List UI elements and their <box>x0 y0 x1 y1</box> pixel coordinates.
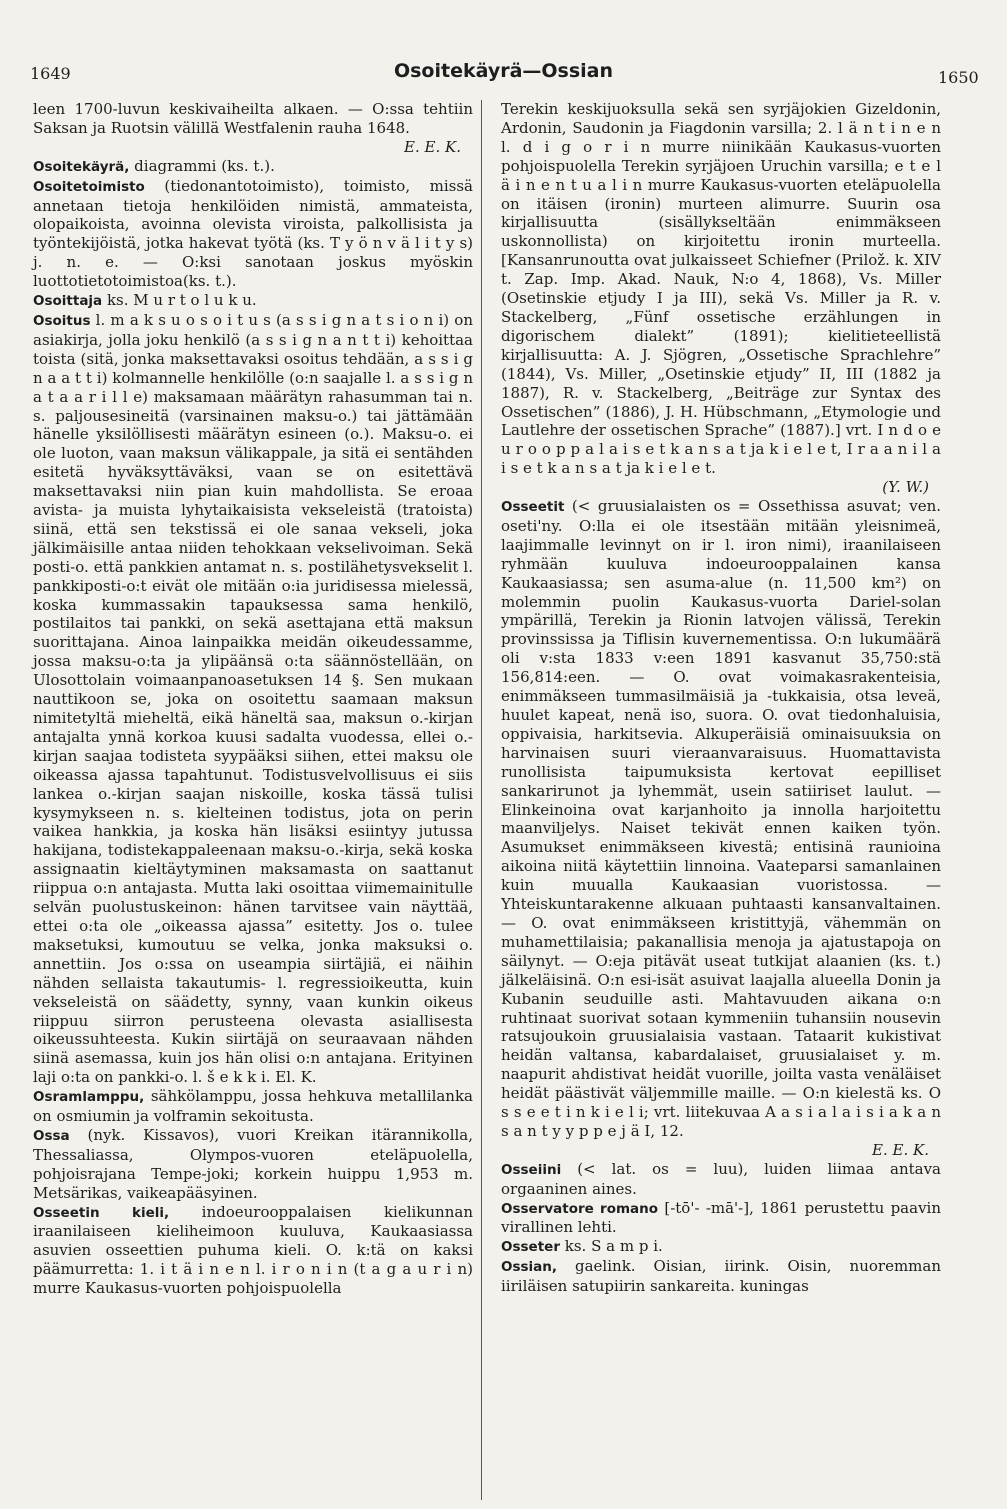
dictionary-entry <box>33 177 473 291</box>
entry-text: l. m a k s u o s o i t u s (a s s i g n a t s i o n i) on asiakirja, jolla joku henkilö (a s s i g n a n t t i) kehoittaa toista (sitä, jonka maksettavaksi osoitus tehdään, a s s i g n a a t t i) kolmannelle henkilölle (o:n saajalle l. a s s i g n a t a a r i l l e) maksamaan määrätyn rahasumman tai n. s. paljousesineitä (varsinainen maksu-o.) tai jättämään hänelle yksilöllisesti määrätyn esineen (o.). Maksu-o. ei ole luoton, vaan maksun välikappale, ja sitä ei sentähden esitetä hyväksyttäväksi, vaan se on esitettävä maksettavaksi niin pian kuin mahdollista. Se eroaa avista- ja muista lyhytaikaisista vekseleistä (tratoista) siinä, että sen tekstissä ei ole sanaa vekseli, joka jälkimäisille antaa niiden tehokkaan vekselivoiman. Sekä posti-o. että pankkien antamat n. s. postilähetysvekselit l. pankkiposti-o:t eivät ole mitään o:ia juridisessa mielessä, koska kummassakin tapauksessa sama henkilö, postilaitos tai pankki, on sekä asettajana että maksun suorittajana. Ainoa lainpaikka meidän oikeudessamme, jossa maksu-o:ta ja ylipäänsä o:ta säännöstellään, on Ulosottolain voimaanpanoasetuksen 14 §. Sen mukaan nauttikoon se, joka on osoitettu saamaan maksun nimitetyltä mieheltä, eikä häneltä saa, maksun o.-kirjan antajalta ynnä korkoa kuusi sadalta vuodessa, ellei o.-kirjan saajaa todisteta syypääksi siihen, ettei maksu ole oikeassa ajassa tapahtunut. Todistusvelvollisuus ei siis lankea o.-kirjan saajan niskoille, koska tässä tulisi kysymykseen n. s. kielteinen todistus, jota on perin vaikea hankkia, ja koska hän lisäksi esiintyy jutussa hakijana, todistekappaleenaan maksu-o.-kirja, sekä koska assignaatin kieltäytyminen maksamasta on saattanut riippua o:n antajasta. Mutta laki osoittaa viimemainitulle selvän puolustuskeinon: hänen tarvitsee vain näyttää, ettei o:ta ole „oikeassa ajassa” esitetty. Jos o. tulee maksetuksi, kumoutuu se velka, jonka maksuksi o. annettiin. Jos o:ssa on useampia siirtäjiä, ei näihin nähden sellaista takautumis- l. regressioikeutta, kuin vekseleistä on säädetty, synny, vaan kunkin oikeus riippuu siirron perusteena olevasta asiallisesta oikeussuhteesta. Kukin siirtäjä on seuraavaan nähden siinä asemassa, kuin jos hän olisi o:n antajana. Erityinen laji o:ta on pankki-o. l. š e k k i. El. K. <box>33 310 473 1087</box>
dictionary-entry <box>33 1087 473 1126</box>
author-signature <box>501 478 941 497</box>
entry-text: E. E. K. <box>404 137 461 156</box>
dictionary-entry <box>501 1199 941 1238</box>
entry-text: (< lat. os = luu), luiden liimaa antava orgaaninen aines. <box>501 1159 941 1198</box>
entry-text: diagrammi (ks. t.). <box>129 156 275 175</box>
entry-headword: Ossian, <box>501 1259 558 1276</box>
entry-text: ks. M u r t o l u k u. <box>102 291 257 310</box>
entry-text: sähkölamppu, jossa hehkuva metallilanka on osmiumin ja volframin sekoitusta. <box>33 1087 473 1126</box>
right-column <box>501 100 941 1296</box>
right-page-number: 1650 <box>938 68 979 87</box>
dictionary-entry <box>501 1257 941 1296</box>
dictionary-entry <box>33 291 473 311</box>
entry-headword: Osseiini <box>501 1161 562 1178</box>
column-divider <box>481 100 482 1500</box>
entry-headword: Osoitekäyrä, <box>33 158 130 175</box>
author-signature <box>33 138 473 157</box>
running-head: Osoitekäyrä—Ossian <box>393 60 614 82</box>
dictionary-entry <box>33 1203 473 1299</box>
entry-headword: Osoitus <box>33 312 91 329</box>
entry-text: indoeurooppalaisen kielikunnan iraanilaiseen kieliheimoon kuuluva, Kaukaasiassa asuvien osseettien puhuma kieli. O. k:tä on kaksi päämurretta: 1. i t ä i n e n l. i r o n i n (t a g a u r i n) murre Kaukasus-vuorten pohjoispuolella <box>33 1202 473 1298</box>
dictionary-entry <box>33 311 473 1087</box>
dictionary-entry <box>33 100 473 138</box>
entry-text: Terekin keskijuoksulla sekä sen syrjäjokien Gizeldonin, Ardonin, Saudonin ja Fiagdonin varsilla; 2. l ä n t i n e n l. d i g o r i n murre niinikään Kaukasus-vuorten pohjoispuolella Terekin syrjäjoen Uruchin varsilla; e t e l ä i n e n t u a l i n murre Kaukasus-vuorten eteläpuolella on itäisen (ironin) murteen alimurre. Suurin osa kirjallisuutta (sisällykseltään enimmäkseen uskonnollista) on kirjoitettu ironin murteella. [Kansanrunoutta ovat julkaisseet Schiefner (Prilož. k. XIV t. Zap. Imp. Akad. Nauk, N:o 4, 1868), Vs. Miller (Osetinskie etjudy I ja III), sekä Vs. Miller ja R. v. Stackelberg, „Fünf ossetische erzählungen in digorischem dialekt” (1891); kielitieteellistä kirjallisuutta: A. J. Sjögren, „Ossetische Sprachlehre” (1844), Vs. Miller, „Osetinskie etjudy” II, III (1882 ja 1887), R. v. Stackelberg, „Beiträge zur Syntax des Ossetischen” (1886), J. H. Hübschmann, „Etymologie und Lautlehre der ossetischen Sprache” (1887).] vrt. I n d o e u r o o p p a l a i s e t k a n s a t ja k i e l e t, I r a a n i l a i s e t k a n s a t ja k i e l e t. <box>501 100 941 478</box>
entry-text: (< gruusialaisten os = Ossethissa asuvat; ven. oseti'ny. O:lla ei ole itsestään mitään yleisnimeä, laajimmalle levinnyt on ir l. iron nimi), iraanilaiseen ryhmään kuuluva indoeurooppalainen kansa Kaukaasiassa; sen asuma-alue (n. 11,500 km²) on molemmin puolin Kaukasus-vuorta Dariel-solan ympärillä, Terekin ja Rionin latvojen välissä, Terekin provinssissa ja Tiflisin kuvernementissa. O:n lukumäärä oli v:sta 1833 v:een 1891 kasvanut 35,750:stä 156,814:een. — O. ovat voimakasrakenteisia, enimmäkseen tummasilmäisiä ja -tukkaisia, otsa leveä, huulet kapeat, nenä iso, suora. O. ovat tiedonhaluisia, oppivaisia, harkitsevia. Alkuperäisiä ominaisuuksia on harvinaisen suuri vieraanvaraisuus. Huomattavista runollisista taipumuksista kertovat eepilliset sankarirunot ja lyhemmät, usein satiiriset laulut. — Elinkeinoina ovat karjanhoito ja innolla harjoitettu maanviljelys. Naiset tekivät ennen kaiken työn. Asumukset enimmäkseen kivestä; entisinä raunioina aikoina niitä käytettiin linnoina. Vaateparsi samanlainen kuin muualla Kaukaasian vuoristossa. — Yhteiskuntarakenne alkuaan puhtaasti kansanvaltainen. — O. ovat enimmäkseen kristittyjä, vähemmän on muhamettilaisia; pakanallisia menoja ja ajatustapoja on säilynyt. — O:eja pitävät useat tutkijat alaanien (ks. t.) jälkeläisinä. O:n esi-isät asuivat laajalla alueella Donin ja Kubanin seuduille asti. Mahtavuuden aikana o:n ruhtinaat suorivat sotaan kymmeniin tuhansiin nousevin ratsujoukoin gruusialaisia vastaan. Tataarit kukistivat heidän valtansa, kabardalaiset, gruusialaiset y. m. naapurit ahdistivat heidät vuorille, joilta vasta venäläiset heidät päästivät väljemmille maille. — O:n kielestä ks. O s s e e t i n k i e l i; vrt. liitekuvaa A a s i a l a i s i a k a n s a n t y y p p e j ä I, 12. <box>501 497 941 1140</box>
dictionary-entry <box>33 1126 473 1203</box>
entry-text: E. E. K. <box>872 1140 929 1159</box>
entry-text: (nyk. Kissavos), vuori Kreikan itärannikolla, Thessaliassa, Olympos-vuoren eteläpuolella, pohjoisrajana Tempe-joki; korkein huippu 1,953 m. Metsärikas, vaikeapääsyinen. <box>33 1125 473 1202</box>
entry-text: (tiedonantotoimisto), toimisto, missä annetaan tietoja henkilöiden nimistä, ammateista, olopaikoista, avoinna olevista viroista, palkollisista ja työntekijöistä, jotka hakevat työtä (ks. T y ö n v ä l i t y s) j. n. e. — O:ksi sanotaan joskus myöskin luottotietotoimistoa(ks. t.). <box>33 176 473 291</box>
entry-headword: Osseetin kieli, <box>33 1204 170 1221</box>
entry-headword: Ossa <box>33 1127 70 1144</box>
entry-headword: Osoittaja <box>33 293 103 310</box>
entry-headword: Osseter <box>501 1239 560 1256</box>
left-page-number: 1649 <box>30 64 71 83</box>
entry-text: gaelink. Oisian, iirink. Oisin, nuoremman iiriläisen satupiirin sankareita. kuningas <box>501 1257 941 1296</box>
entry-headword: Osoitetoimisto <box>33 178 145 195</box>
dictionary-entry <box>501 100 941 478</box>
author-signature <box>501 1141 941 1160</box>
entry-text: ks. S a m p i. <box>559 1237 663 1256</box>
dictionary-entry <box>33 157 473 177</box>
entry-text: leen 1700-luvun keskivaiheilta alkaen. — O:ssa tehtiin Saksan ja Ruotsin välillä Westfalenin rauha 1648. <box>33 100 473 137</box>
entry-headword: Osramlamppu, <box>33 1089 145 1106</box>
dictionary-entry <box>501 497 941 1141</box>
entry-headword: Osseetit <box>501 499 565 516</box>
entry-headword: Osservatore romano <box>501 1200 659 1217</box>
dictionary-entry <box>501 1237 941 1257</box>
entry-text: (Y. W.) <box>882 478 929 497</box>
left-column <box>33 100 473 1298</box>
entry-text: [-tō'- -mā'-], 1861 perustettu paavin virallinen lehti. <box>501 1198 941 1237</box>
dictionary-entry <box>501 1160 941 1199</box>
